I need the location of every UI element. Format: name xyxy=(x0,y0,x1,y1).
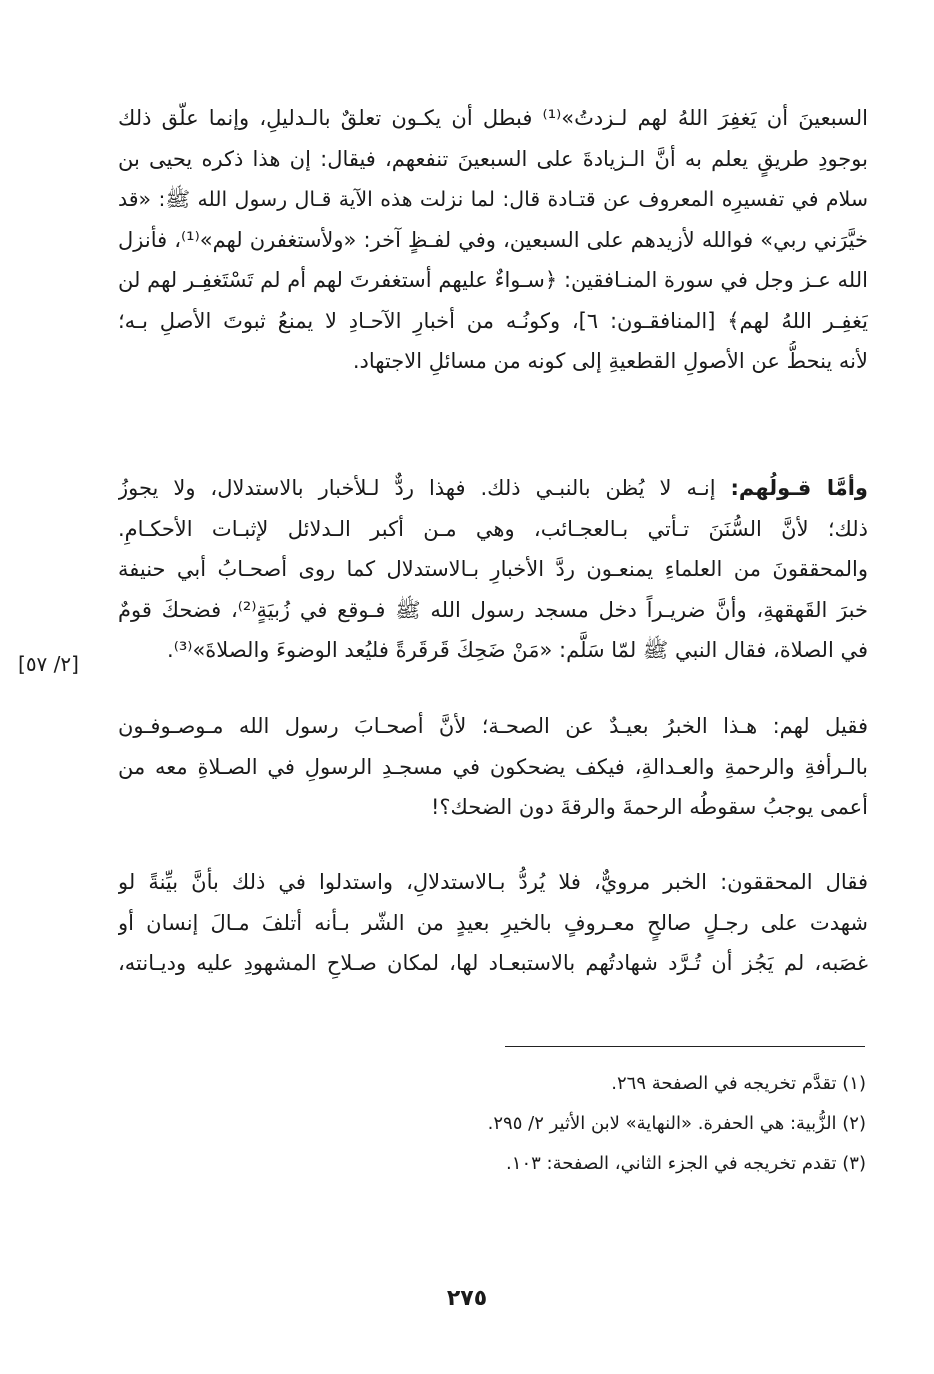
margin-page-reference: [٢/ ٥٧] xyxy=(18,652,79,676)
text-line: ذلك؛ لأنَّ السُّنَنَ تـأتي بـالعجـائب، وهي مـن أكبر الـدلائل لإثبـات الأحكـامِ. xyxy=(118,516,868,541)
text-line: الله عـز وجل في سورة المنـافقين: ﴿سـواءٌ عليهم أستغفرتَ لهم أم لم تَسْتَغفِـر لهم لن xyxy=(118,268,868,292)
text-line: خبرَ القَهقهةِ، وأنَّ ضريـراً دخل مسجد رسول الله ﷺ فـوقع في زُبيَةٍ⁽²⁾، فضحكَ قومٌ xyxy=(118,597,868,622)
text-line: شهدت على رجـلٍ صالحٍ معـروفٍ بالخيرِ بعيدٍ من الشّر بـأنه أتلفَ مـالَ إنسان أو xyxy=(118,910,868,935)
text-line xyxy=(118,468,868,509)
text-line: فقيل لهم: هـذا الخبرُ بعيـدٌ عن الصحـة؛ لأنَّ أصحـابَ رسول الله مـوصـوفـون xyxy=(118,714,868,738)
footnote-1: (١) تقدَّم تخريجه في الصفحة ٢٦٩. xyxy=(611,1073,866,1094)
footnote-3: (٣) تقدم تخريجه في الجزء الثاني، الصفحة: ١٠٣. xyxy=(506,1153,866,1174)
paragraph-3 xyxy=(118,706,868,828)
text-line: بوجودِ طريقٍ يعلم به أنَّ الـزيادةَ على السبعينَ تنفعهم، فيقال: إن هذا ذكره يحيى بن xyxy=(118,146,868,171)
text-line: بالـرأفةِ والرحمةِ والعـدالةِ، فيكف يضحكون في مسجـدِ الرسولِ في الصـلاةِ معه من xyxy=(118,754,868,779)
text-line: غصَبه، لم يَجُز أن تُـرَّد شهادتُهم بالاستبعـاد لها، لمكان صـلاحِ المشهودِ عليه وديـانته، xyxy=(118,951,868,975)
text-line: والمحققونَ من العلماءِ يمنعـون ردَّ الأخبارِ بـالاستدلال كما روى أصحـابُ أبي حنيفة xyxy=(118,557,868,581)
paragraph-1 xyxy=(118,98,868,382)
text-line: لأنه ينحطُّ عن الأصولِ القطعيةِ إلى كونه من مسائلِ الاجتهاد. xyxy=(352,349,868,373)
paragraph-lead-phrase: وأمَّا قـولُهم: xyxy=(730,476,868,500)
footnotes xyxy=(300,1064,866,1184)
paragraph-4 xyxy=(118,862,868,984)
footnote-divider xyxy=(505,1046,865,1047)
page-number: ٢٧٥ xyxy=(446,1286,488,1311)
footnote-2: (٢) الزُّبية: هي الحفرة. «النهاية» لابن الأثير ٢/ ٢٩٥. xyxy=(487,1113,866,1134)
text-line: فقال المحققون: الخبر مرويٌّ، فلا يُردُّ بـالاستدلالِ، واستدلوا في ذلك بأنَّ بيِّنةً لو xyxy=(118,870,868,894)
text-line: خيَّرَني ربي» فوالله لأزيدهم على السبعين، وفي لفـظٍ آخر: «ولأستغفرن لهم»⁽¹⁾، فأنزل xyxy=(118,227,868,252)
text-line: السبعينَ أن يَغفِرَ اللهُ لهم لـزدتُ»⁽¹⁾ فبطل أن يكـون تعلقٌ بالـدليلِ، وإنما علّق ذلك xyxy=(118,106,868,130)
text-line-rest: إنـه لا يُظن بالنبـي ذلك. فهذا ردٌّ لـلأخبار بالاستدلال، ولا يجوزُ xyxy=(118,476,731,500)
text-line: يَغفِـر اللهُ لهم﴾ [المنافقـون: ٦]، وكونُـه من أخبارِ الآحـادِ لا يمنعُ ثبوتَ الأصلِ بـه؛ xyxy=(118,308,868,333)
text-line: سلام في تفسيرِه المعروف عن قتـادة قال: لما نزلت هذه الآية قـال رسول الله ﷺ: «قد xyxy=(118,187,868,211)
text-line: أعمى يوجبُ سقوطُه الرحمةَ والرقةَ دون الضحك؟! xyxy=(430,795,868,819)
text-line: في الصلاة، فقال النبي ﷺ لمّا سَلَّم: «مَنْ ضَحِكَ قَرقَرةً فليُعد الوضوءَ والصلاةَ»⁽³⁾. xyxy=(167,638,868,662)
paragraph-2 xyxy=(118,468,868,671)
